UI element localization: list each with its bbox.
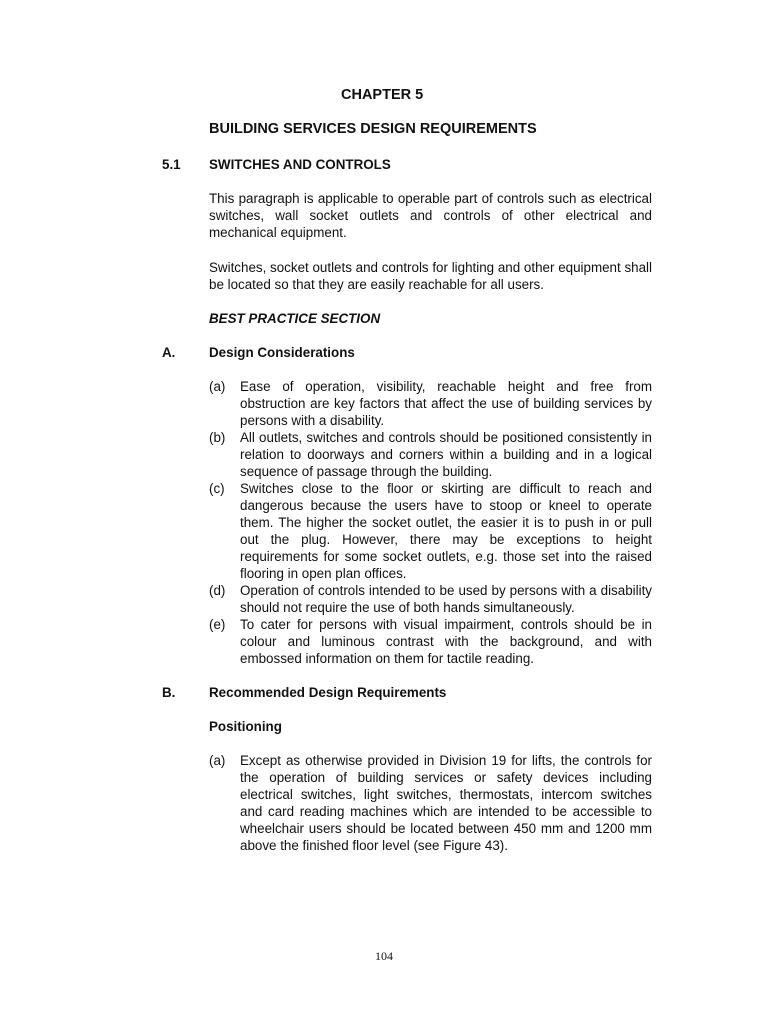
list-item [209, 480, 652, 582]
section-letter-a: A. [162, 345, 176, 360]
section-title-a: Design Considerations [209, 345, 355, 360]
paragraph-applicability: This paragraph is applicable to operable part of controls such as electrical switches, wall socket outlets and controls of other electrical and mechanical equipment. [209, 191, 652, 240]
paragraph-reachability: Switches, socket outlets and controls for lighting and other equipment shall be located so that they are easily reachable for all users. [209, 260, 652, 292]
section-letter-b: B. [162, 685, 176, 700]
page-number: 104 [375, 949, 393, 963]
list-marker: (c) [209, 481, 225, 496]
list-marker: (d) [209, 583, 226, 598]
best-practice-heading: BEST PRACTICE SECTION [209, 311, 381, 326]
chapter-heading-text: CHAPTER 5 [341, 87, 424, 103]
list-item-text: To cater for persons with visual impairment, controls should be in colour and luminous contrast with the background, and with embossed information on them for tactile reading. [240, 617, 652, 666]
list-item-text: All outlets, switches and controls should be positioned consistently in relation to doorways and corners within a building and in a logical sequence of passage through the building. [240, 430, 652, 479]
list-item [209, 752, 652, 854]
list-item [209, 378, 652, 429]
list-item [209, 429, 652, 480]
list-marker: (a) [209, 753, 226, 768]
design-considerations-list [209, 378, 652, 667]
section-title-b: Recommended Design Requirements [209, 685, 447, 700]
document-title: BUILDING SERVICES DESIGN REQUIREMENTS [209, 121, 537, 137]
list-item-text: Operation of controls intended to be used by persons with a disability should not require the use of both hands simultaneously. [240, 583, 652, 615]
list-item [209, 582, 652, 616]
list-item-text: Switches close to the floor or skirting are difficult to reach and dangerous because the users have to stoop or kneel to operate them. The higher the socket outlet, the easier it is to push in or pull out the plug. However, there may be exceptions to height requirements for some socket outlets, e.g. those set into the raised flooring in open plan offices. [240, 481, 652, 581]
section-title-5-1: SWITCHES AND CONTROLS [209, 157, 391, 172]
section-number-5-1: 5.1 [162, 157, 181, 172]
list-item [209, 616, 652, 667]
list-item-text: Ease of operation, visibility, reachable height and free from obstruction are key factors that affect the use of building services by persons with a disability. [240, 379, 652, 428]
list-marker: (b) [209, 430, 226, 445]
subheading-positioning: Positioning [209, 719, 282, 734]
positioning-list [209, 752, 652, 854]
list-item-text: Except as otherwise provided in Division 19 for lifts, the controls for the operation of building services or safety devices including electrical switches, light switches, thermostats, intercom switches and card reading machines which are intended to be accessible to wheelchair users should be located between 450 mm and 1200 mm above the finished floor level (see Figure 43). [240, 753, 652, 853]
list-marker: (a) [209, 379, 226, 394]
list-marker: (e) [209, 617, 226, 632]
